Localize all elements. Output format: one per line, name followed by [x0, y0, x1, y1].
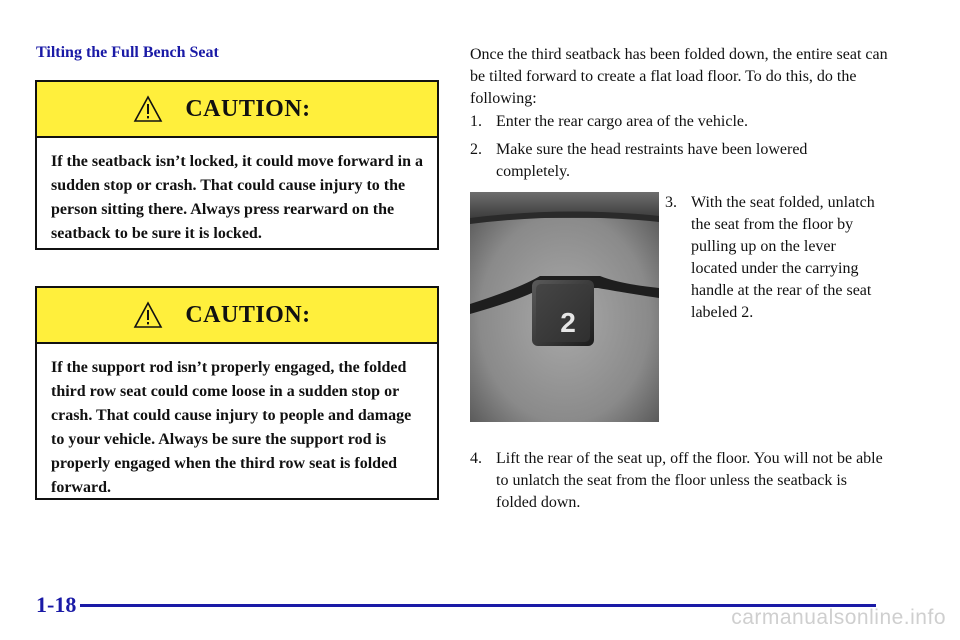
warning-triangle-icon	[133, 301, 163, 329]
step-text: Make sure the head restraints have been lowered completely.	[496, 141, 808, 180]
step-item	[665, 192, 880, 324]
step-item	[470, 111, 880, 133]
step-number: 1.	[470, 113, 482, 130]
caution-box-support-rod	[35, 286, 439, 500]
step-item	[470, 448, 890, 514]
caution-header	[37, 82, 437, 138]
step-number: 4.	[470, 450, 482, 467]
caution-text: If the seatback isn’t locked, it could move forward in a sudden stop or crash. That could cause injury to the person sitting there. Always press rearward on the seatback to be sure it is locked.	[51, 153, 423, 242]
section-heading: Tilting the Full Bench Seat	[36, 44, 219, 61]
warning-triangle-icon	[133, 95, 163, 123]
lever-label: 2	[560, 307, 576, 338]
watermark: carmanualsonline.info	[731, 606, 946, 629]
step-text: With the seat folded, unlatch the seat from the floor by pulling up on the lever located under the carrying handle at the rear of the seat labeled 2.	[691, 194, 875, 321]
step-number: 2.	[470, 141, 482, 158]
page-number: 1-18	[36, 592, 77, 617]
intro-paragraph: Once the third seatback has been folded down, the entire seat can be tilted forward to create a flat load floor. To do this, do the following:	[470, 46, 888, 107]
caution-header	[37, 288, 437, 344]
step-text: Enter the rear cargo area of the vehicle.	[496, 113, 748, 130]
caution-text: If the support rod isn’t properly engaged, the folded third row seat could come loose in a sudden stop or crash. That could cause injury to people and damage to your vehicle. Always be sure the support rod is properly engaged when the third row seat is folded forward.	[51, 359, 412, 496]
step-item	[470, 139, 880, 183]
step-text: Lift the rear of the seat up, off the floor. You will not be able to unlatch the seat from the floor unless the seatback is folded down.	[496, 450, 883, 511]
caution-box-seatback	[35, 80, 439, 250]
seat-lever-photo	[470, 192, 659, 422]
step-number: 3.	[665, 194, 677, 211]
caution-title: CAUTION:	[185, 95, 311, 122]
caution-title: CAUTION:	[185, 301, 311, 328]
